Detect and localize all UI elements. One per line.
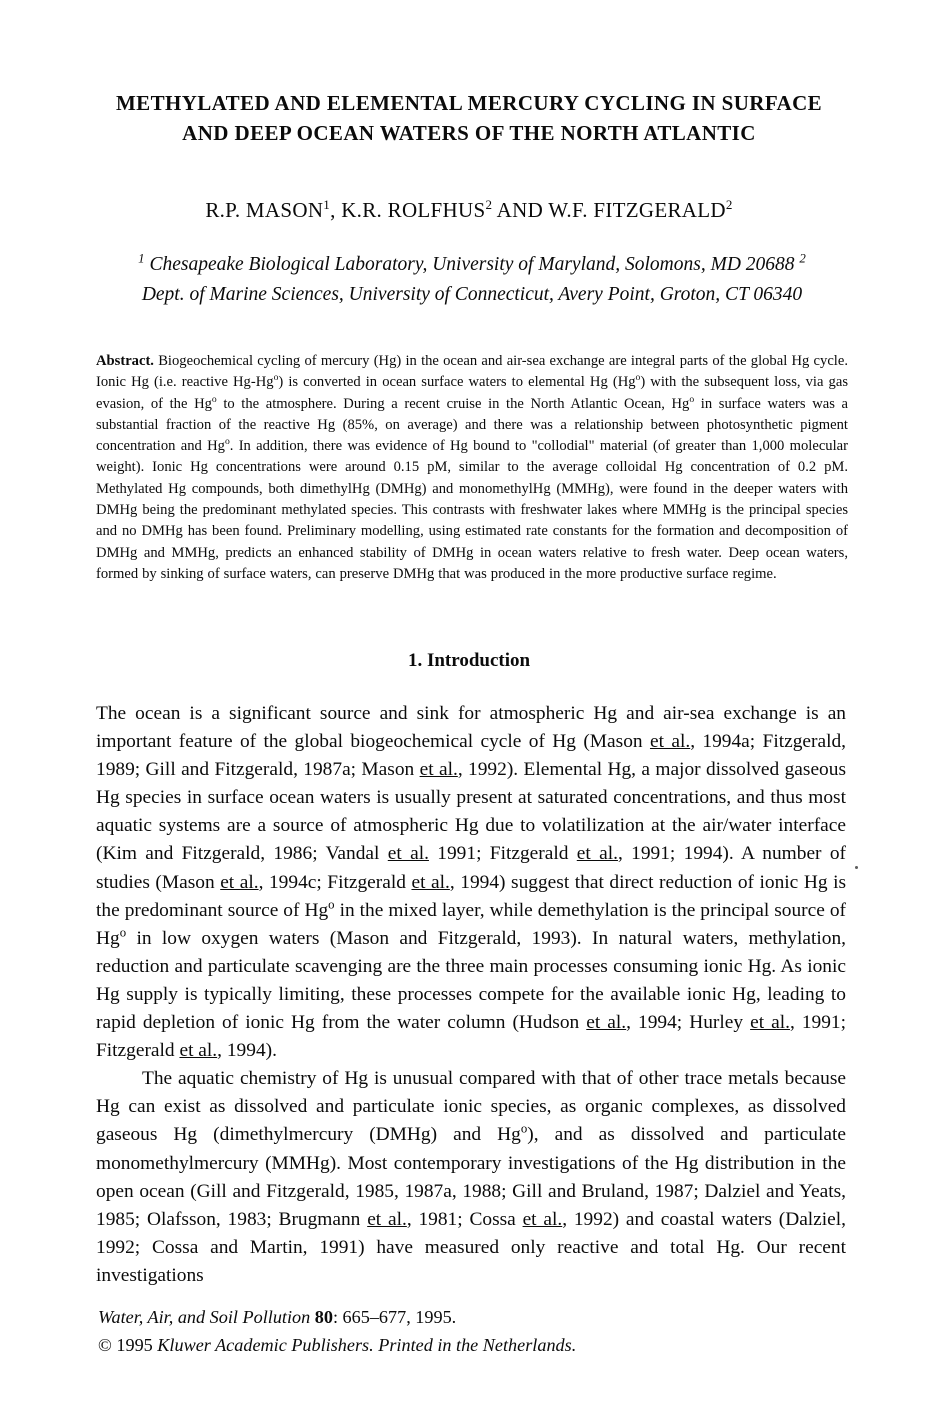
abstract-text: Biogeochemical cycling of mercury (Hg) in the ocean and air-sea exchange are integral parts of the global Hg cycle. Ionic Hg (i.e. reactive Hg-Hg$^o$) is converted in ocean surface waters to elemental Hg (Hg$^o$) with the subsequent loss, via gas evasion, of the Hg$^o$ to the atmosphere. During a recent cruise in the North Atlantic Ocean, Hg$^o$ in surface waters was a substantial fraction of the reactive Hg (85%, on average) and there was a relationship between photosynthetic pigment concentration and Hg$^o$. In addition, there was evidence of Hg bound to "collodial" material (of greater than 1,000 molecular weight). Ionic Hg concentrations were around 0.15 pM, similar to the average colloidal Hg concentration of 0.2 pM. Methylated Hg compounds, both dimethylHg (DMHg) and monomethylHg (MMHg), were found in the deeper waters with DMHg being the predominant methylated species. This contrasts with freshwater lakes where MMHg is the principal species and no DMHg has been found. Preliminary modelling, using estimated rate constants for the formation and decomposition of DMHg and MMHg, predicts an enhanced stability of DMHg in ocean waters relative to fresh water. Deep ocean waters, formed by sinking of surface waters, can preserve DMHg that was produced in the more productive surface regime. <box>96 353 849 582</box>
paragraph-2: The aquatic chemistry of Hg is unusual compared with that of other trace metals because Hg can exist as dissolved and particulate ionic species, as organic complexes, as dissolved gaseous Hg (dimethylmercury (DMHg) and Hg$^o$), and as dissolved and particulate monomethylmercury (MMHg). Most contemporary investigations of the Hg distribution in the open ocean (Gill and Fitzgerald, 1985, 1987a, 1988; Gill and Bruland, 1987; Dalziel and Yeats, 1985; Olafsson, 1983; Brugmann et al., 1981; Cossa et al., 1992) and coastal waters (Dalziel, 1992; Cossa and Martin, 1991) have measured only reactive and total Hg. Our recent investigations <box>96 1068 847 1286</box>
section-heading-introduction: 1. Introduction <box>407 650 531 671</box>
superscript: o <box>224 436 230 448</box>
affiliation-1-text: Chesapeake Biological Laboratory, University of Maryland, Solomons, MD 20688 <box>149 254 795 275</box>
copyright-icon: © <box>98 1335 112 1355</box>
citation-et-al: et al. <box>522 1208 563 1230</box>
affiliation-block <box>88 250 856 310</box>
citation-et-al: et al. <box>586 1012 627 1034</box>
volume-number: 80 <box>314 1307 333 1327</box>
body-text <box>96 700 846 1290</box>
superscript: o <box>635 372 641 384</box>
author-separator-1: , <box>330 198 342 222</box>
author-2-affiliation-marker: 2 <box>485 197 493 212</box>
superscript: o <box>119 925 127 940</box>
citation-et-al: et al. <box>750 1012 790 1034</box>
abstract <box>96 351 848 585</box>
abstract-label: Abstract. <box>96 353 154 369</box>
superscript: o <box>520 1121 528 1136</box>
printed-in: Printed in the Netherlands. <box>378 1335 577 1355</box>
author-1-affiliation-marker: 1 <box>323 197 331 212</box>
citation-et-al: et al. <box>367 1208 407 1230</box>
scan-artifact-speck <box>855 866 858 869</box>
author-3-affiliation-marker: 2 <box>725 197 733 212</box>
title-line-2: AND DEEP OCEAN WATERS OF THE NORTH ATLANTIC <box>182 121 756 145</box>
superscript: o <box>328 897 335 912</box>
affiliation-line-1 <box>88 250 856 280</box>
page-title <box>88 88 850 148</box>
affiliation-line-2: Dept. of Marine Sciences, University of Connecticut, Avery Point, Groton, CT 06340 <box>141 284 803 305</box>
citation-et-al: et al. <box>649 731 691 753</box>
citation-et-al: et al. <box>179 1040 218 1062</box>
superscript: o <box>211 393 217 405</box>
author-separator-2: AND <box>492 198 549 222</box>
paragraph-1: The ocean is a significant source and sink for atmospheric Hg and air-sea exchange is an important feature of the global biogeochemical cycle of Hg (Mason et al., 1994a; Fitzgerald, 1989; Gill and Fitzgerald, 1987a; Mason et al., 1992). Elemental Hg, a major dissolved gaseous Hg species in surface ocean waters is usually present at saturated concentrations, and thus most aquatic systems are a source of atmospheric Hg due to volatilization at the air/water interface (Kim and Fitzgerald, 1986; Vandal et al. 1991; Fitzgerald et al., 1991; 1994). A number of studies (Mason et al., 1994c; Fitzgerald et al., 1994) suggest that direct reduction of ionic Hg is the predominant source of Hg$^o$ in the mixed layer, while demethylation is the principal source of Hg$^o$ in low oxygen waters (Mason and Fitzgerald, 1993). In natural waters, methylation, reduction and particulate scavenging are the three main processes consuming ionic Hg. As ionic Hg supply is typically limiting, these processes compete for the available ionic Hg, leading to rapid depletion of ionic Hg from the water column (Hudson et al., 1994; Hurley et al., 1991; Fitzgerald et al., 1994). <box>96 703 847 1062</box>
citation-et-al: et al. <box>411 871 450 893</box>
citation-et-al: et al. <box>419 759 458 781</box>
journal-footer <box>98 1303 838 1359</box>
page-range: : 665–677, 1995. <box>332 1307 457 1327</box>
author-1-name: R.P. MASON <box>205 198 324 222</box>
superscript: o <box>273 372 279 384</box>
affiliation-1-marker: 1 <box>138 251 145 266</box>
title-line-1: METHYLATED AND ELEMENTAL MERCURY CYCLING IN SURFACE <box>115 91 823 115</box>
footer-copyright-line <box>98 1331 838 1359</box>
journal-name: Water, Air, and Soil Pollution <box>98 1307 311 1327</box>
citation-et-al: et al. <box>220 871 259 893</box>
author-3-name: W.F. FITZGERALD <box>548 198 726 222</box>
footer-citation-line <box>98 1303 838 1331</box>
superscript: o <box>689 393 695 405</box>
author-2-name: K.R. ROLFHUS <box>341 198 486 222</box>
citation-et-al: et al. <box>576 843 618 865</box>
copyright-year: 1995 <box>116 1335 153 1355</box>
author-list <box>88 196 850 224</box>
citation-et-al: et al. <box>387 843 429 865</box>
publisher-name: Kluwer Academic Publishers. <box>157 1335 374 1355</box>
affiliation-2-marker: 2 <box>799 251 806 266</box>
